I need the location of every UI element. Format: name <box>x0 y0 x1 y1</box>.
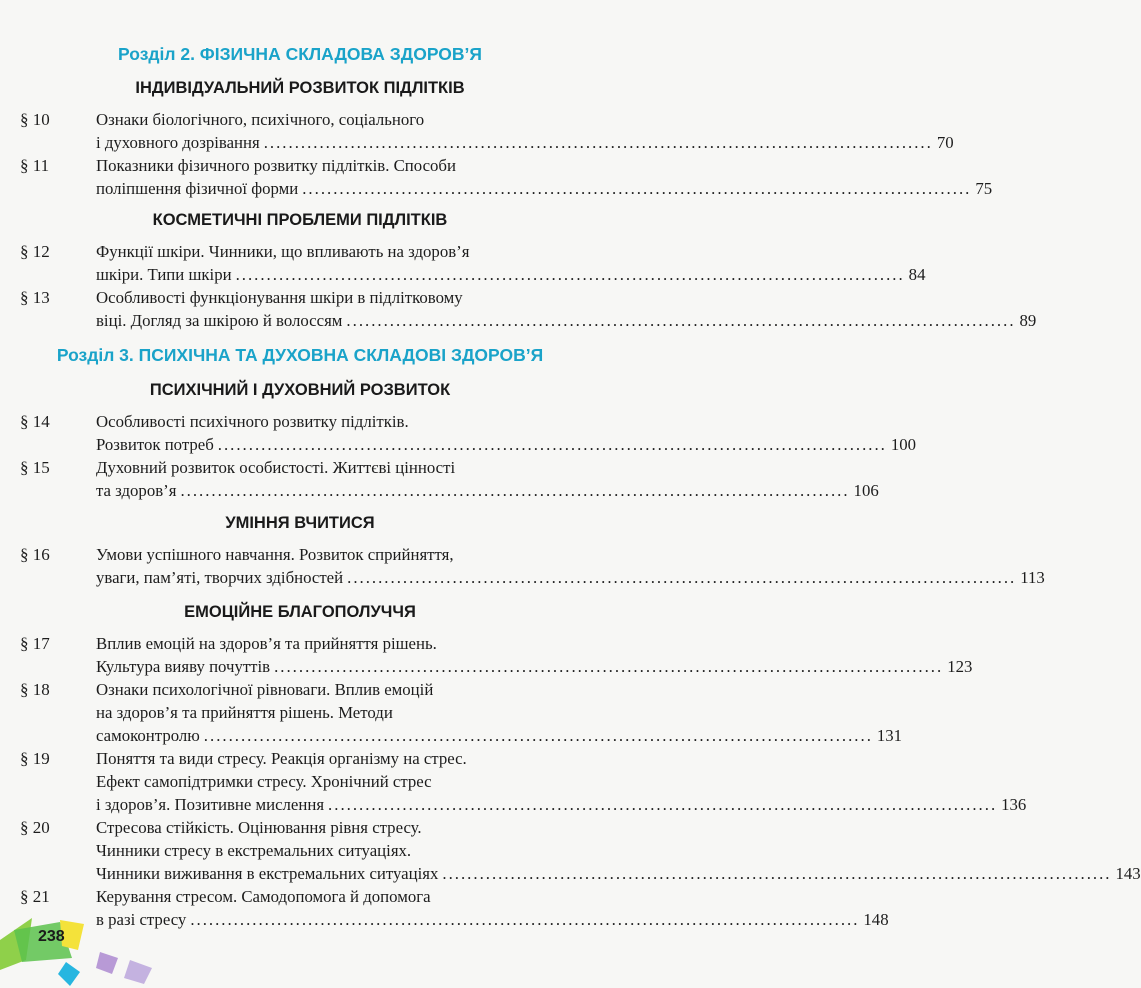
leader-dots: ............................................................................................................ <box>180 481 850 500</box>
entry-text: уваги, пам’яті, творчих здібностей <box>96 568 344 587</box>
decorative-shapes <box>0 900 200 988</box>
topic-heading: ІНДИВІДУАЛЬНИЙ РОЗВИТОК ПІДЛІТКІВ <box>135 79 465 97</box>
entry-text: на здоров’я та прийняття рішень. Методи <box>96 703 393 722</box>
paragraph-number: § 20 <box>20 818 50 837</box>
entry-line[interactable] <box>96 841 568 861</box>
page-ref: 75 <box>975 179 993 198</box>
entry-line[interactable] <box>96 110 568 130</box>
entry-text: Вплив емоцій на здоров’я та прийняття рішень. <box>96 634 437 653</box>
leader-dots: ............................................................................................................ <box>442 864 1112 883</box>
leader-dots: ............................................................................................................ <box>235 265 905 284</box>
entry-line[interactable] <box>96 242 568 262</box>
entry-line[interactable] <box>96 703 568 723</box>
leader-dots: ............................................................................................................ <box>203 726 873 745</box>
entry-text: Ознаки біологічного, психічного, соціального <box>96 110 425 129</box>
entry-line[interactable] <box>96 133 954 153</box>
entry-text: Ефект самопідтримки стресу. Хронічний стрес <box>96 772 432 791</box>
page-ref: 123 <box>947 657 973 676</box>
paragraph-number: § 10 <box>20 110 50 129</box>
entry-line[interactable] <box>96 412 568 432</box>
entry-text: поліпшення фізичної форми <box>96 179 299 198</box>
paragraph-number: § 12 <box>20 242 50 261</box>
entry-text: Функції шкіри. Чинники, що впливають на здоров’я <box>96 242 470 261</box>
entry-line[interactable] <box>96 864 1141 884</box>
topic-heading: ПСИХІЧНИЙ І ДУХОВНИЙ РОЗВИТОК <box>149 381 451 399</box>
entry-text: та здоров’я <box>96 481 177 500</box>
entry-text: Чинники виживання в екстремальних ситуаціях <box>96 864 439 883</box>
page-ref: 70 <box>936 133 954 152</box>
entry-line[interactable] <box>96 545 568 565</box>
paragraph-number: § 14 <box>20 412 50 431</box>
entry-line[interactable] <box>96 726 903 746</box>
topic-heading: КОСМЕТИЧНІ ПРОБЛЕМИ ПІДЛІТКІВ <box>152 211 448 229</box>
entry-line[interactable] <box>96 265 926 285</box>
entry-line[interactable] <box>96 772 568 792</box>
leader-dots: ............................................................................................................ <box>190 910 860 929</box>
entry-text: самоконтролю <box>96 726 200 745</box>
entry-line[interactable] <box>96 458 568 478</box>
page-ref: 84 <box>908 265 926 284</box>
section-2-title: Розділ 2. ФІЗИЧНА СКЛАДОВА ЗДОРОВ’Я <box>118 44 482 64</box>
entry-line[interactable] <box>96 156 568 176</box>
paragraph-number: § 11 <box>20 156 50 175</box>
leader-dots: ............................................................................................................ <box>263 133 933 152</box>
page-ref: 143 <box>1115 864 1141 883</box>
leader-dots: ............................................................................................................ <box>217 435 887 454</box>
entry-text: Особливості психічного розвитку підлітків. <box>96 412 409 431</box>
entry-line[interactable] <box>96 657 973 677</box>
leader-dots: ............................................................................................................ <box>346 311 1016 330</box>
entry-text: і здоров’я. Позитивне мислення <box>96 795 325 814</box>
leader-dots: ............................................................................................................ <box>302 179 972 198</box>
entry-text: віці. Догляд за шкірою й волоссям <box>96 311 343 330</box>
entry-text: Показники фізичного розвитку підлітків. Способи <box>96 156 456 175</box>
leader-dots: ............................................................................................................ <box>328 795 998 814</box>
entry-line[interactable] <box>96 288 568 308</box>
leader-dots: ............................................................................................................ <box>274 657 944 676</box>
paragraph-number: § 18 <box>20 680 50 699</box>
entry-line[interactable] <box>96 749 568 769</box>
page-ref: 100 <box>890 435 917 454</box>
entry-text: і духовного дозрівання <box>96 133 260 152</box>
entry-line[interactable] <box>96 481 879 501</box>
entry-line[interactable] <box>96 680 568 700</box>
section-3-title: Розділ 3. ПСИХІЧНА ТА ДУХОВНА СКЛАДОВІ ЗДОРОВ’Я <box>56 345 544 365</box>
page-ref: 106 <box>853 481 879 500</box>
paragraph-number: § 19 <box>20 749 50 768</box>
paragraph-number: § 13 <box>20 288 50 307</box>
entry-text: Поняття та види стресу. Реакція організму на стрес. <box>96 749 467 768</box>
paragraph-number: § 17 <box>20 634 50 653</box>
entry-text: Стресова стійкість. Оцінювання рівня стресу. <box>96 818 422 837</box>
entry-text: шкіри. Типи шкіри <box>96 265 232 284</box>
entry-line[interactable] <box>96 435 917 455</box>
entry-line[interactable] <box>96 634 568 654</box>
entry-text: Культура вияву почуттів <box>96 657 271 676</box>
entry-line[interactable] <box>96 818 568 838</box>
page-number: 238 <box>38 928 65 945</box>
topic-heading: УМІННЯ ВЧИТИСЯ <box>225 514 375 532</box>
lilac-shape <box>124 960 152 984</box>
entry-text: Розвиток потреб <box>96 435 214 454</box>
entry-text: Духовний розвиток особистості. Життєві цінності <box>96 458 456 477</box>
entry-text: Ознаки психологічної рівноваги. Вплив емоцій <box>96 680 434 699</box>
entry-text: в разі стресу <box>96 910 187 929</box>
paragraph-number: § 16 <box>20 545 50 564</box>
entry-text: Особливості функціонування шкіри в підлітковому <box>96 288 463 307</box>
blue-diamond <box>58 962 80 986</box>
entry-text: Керування стресом. Самодопомога й допомога <box>96 887 431 906</box>
entry-text: Чинники стресу в екстремальних ситуаціях. <box>96 841 412 860</box>
entry-line[interactable] <box>96 795 1027 815</box>
paragraph-number: § 15 <box>20 458 50 477</box>
entry-line[interactable] <box>96 568 1045 588</box>
paragraph-number: § 21 <box>20 887 50 906</box>
topic-heading: ЕМОЦІЙНЕ БЛАГОПОЛУЧЧЯ <box>184 603 416 621</box>
entry-line[interactable] <box>96 179 993 199</box>
lilac-shape <box>96 952 118 974</box>
entry-text: Умови успішного навчання. Розвиток сприйняття, <box>96 545 454 564</box>
page-ref: 136 <box>1001 795 1027 814</box>
page-ref: 89 <box>1019 311 1037 330</box>
page-ref: 131 <box>876 726 903 745</box>
leader-dots: ............................................................................................................ <box>347 568 1017 587</box>
page-ref: 148 <box>863 910 889 929</box>
page-ref: 113 <box>1020 568 1045 587</box>
entry-line[interactable] <box>96 311 1037 331</box>
